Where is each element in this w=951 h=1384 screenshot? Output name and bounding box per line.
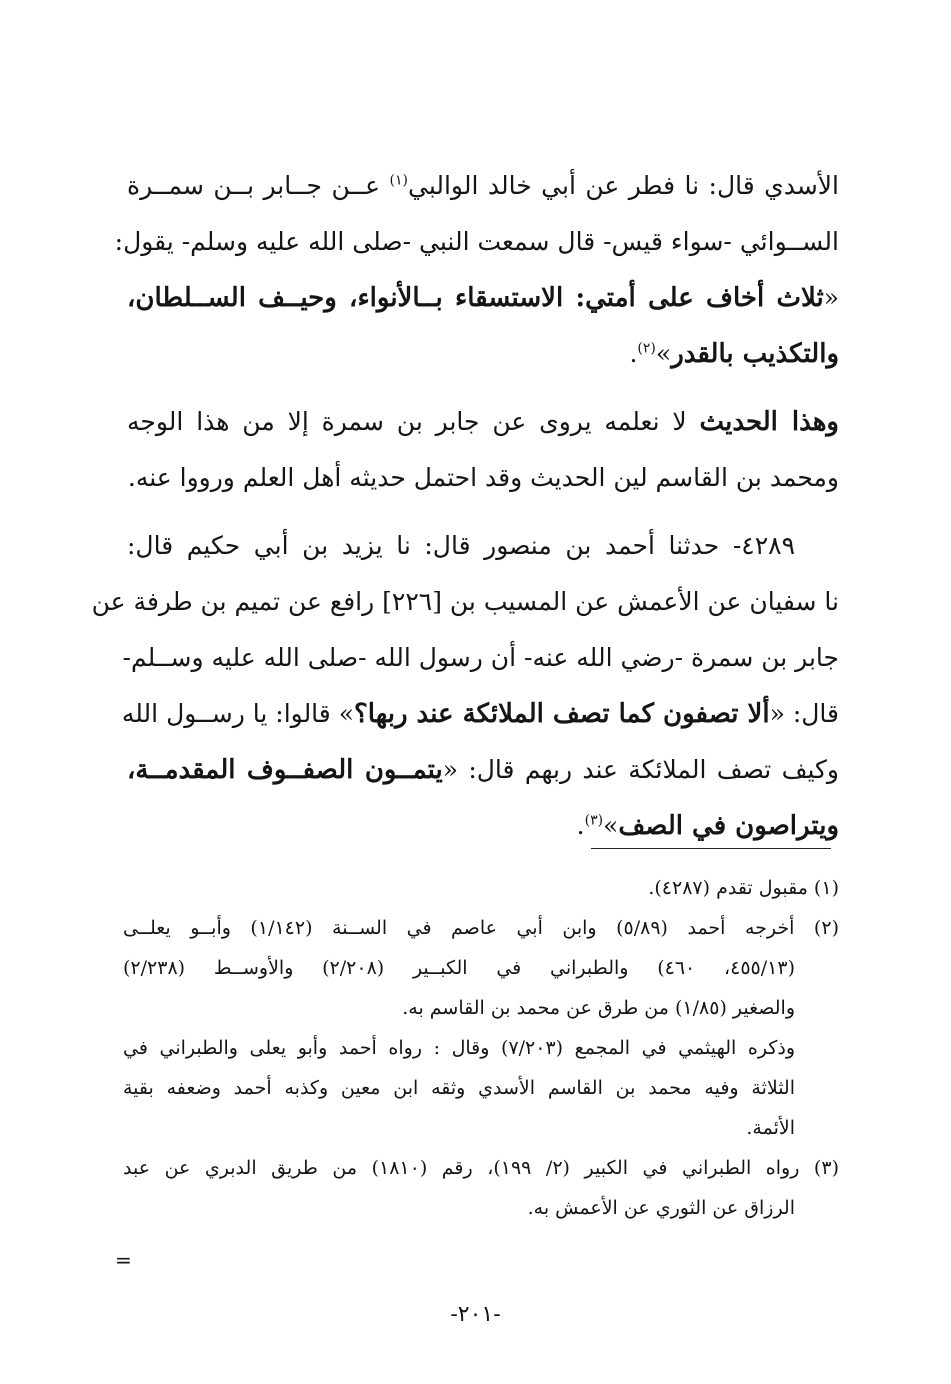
paragraph-3-line-4 [121, 686, 839, 742]
paragraph-3-line-1: ٤٢٨٩- حدثنا أحمد بن منصور قال: نا يزيد بن أبي حكيم قال: [127, 531, 795, 560]
continuation-mark: = [115, 1248, 132, 1272]
footnote-2-line-1: (٢) أخرجه أحمد (٥/٨٩) وابن أبي عاصم في الســنة (١/١٤٢) وأبــو يعلــى [123, 917, 839, 939]
hadith-text: يتمــون الصفــوف المقدمــة، [127, 755, 443, 785]
text-span: » قالوا: يا رســول الله [121, 699, 354, 728]
paragraph-1-line-1 [127, 158, 839, 214]
text-span: قال: « [769, 699, 839, 728]
footnotes [123, 868, 839, 1228]
footnote-2-line-3: والصغير (١/٨٥) من طرق عن محمد بن القاسم به. [402, 997, 795, 1019]
quote-close: » [655, 339, 672, 368]
text-span: وكيف تصف الملائكة عند ربهم قال: « [442, 755, 839, 784]
paragraph-2-line-2: ومحمد بن القاسم لين الحديث وقد احتمل حديثه أهل العلم ورووا عنه. [127, 463, 839, 492]
footnote-ref-3: (٣) [584, 812, 604, 829]
footnote-2-line-6: الأئمة. [746, 1117, 795, 1139]
footnote-3-line-2: الرزاق عن الثوري عن الأعمش به. [527, 1197, 795, 1219]
quote-open: « [823, 283, 839, 312]
footnote-3-line-1: (٣) رواه الطبراني في الكبير (٢/ ١٩٩)، رقم (١٨١٠) من طريق الدبري عن عبد [123, 1157, 839, 1179]
main-text [91, 158, 839, 854]
paragraph-gap [127, 506, 839, 518]
paragraph-1-line-2: الســوائي -سواء قيس- قال سمعت النبي -صلى الله عليه وسلم- يقول: [114, 227, 839, 256]
period: . [576, 811, 585, 840]
hadith-text: والتكذيب بالقدر [671, 339, 839, 369]
paragraph-3-line-2: نا سفيان عن الأعمش عن المسيب بن [٢٢٦] رافع عن تميم بن طرفة عن [91, 587, 839, 616]
text-span: لا نعلمه يروى عن جابر بن سمرة إلا من هذا الوجه [127, 407, 687, 436]
footnote-ref-1: (١) [389, 172, 408, 189]
footnote-2-line-2: (٤٥٥/١٣، ٤٦٠) والطبراني في الكبــير (٢/٢٠٨) والأوســط (٢/٢٣٨) [123, 957, 795, 979]
hadith-text: ثلاث أخاف على أمتي: الاستسقاء بــالأنواء، وحيــف الســلطان، [127, 283, 824, 313]
paragraph-2-line-1 [127, 394, 839, 450]
text-span: عــن جــابر بــن سمــرة [127, 171, 381, 200]
paragraph-3-line-6 [127, 798, 839, 854]
text-span: الأسدي قال: نا فطر عن أبي خالد الوالبي [407, 171, 839, 200]
paragraph-3-line-5 [127, 742, 839, 798]
footnote-ref-2: (٢) [637, 340, 656, 357]
footnote-divider [591, 848, 831, 849]
emphasis-text: وهذا الحديث [699, 407, 839, 437]
hadith-text: ويتراصون في الصف [618, 811, 839, 841]
paragraph-1-line-3 [127, 270, 839, 326]
period: . [629, 339, 638, 368]
footnote-2-line-4: وذكره الهيثمي في المجمع (٧/٢٠٣) وقال : رواه أحمد وأبو يعلى والطبراني في [123, 1037, 795, 1059]
page-number: -٢٠١- [450, 1302, 501, 1327]
footnote-1: (١) مقبول تقدم (٤٢٨٧). [648, 877, 839, 899]
hadith-text: ألا تصفون كما تصف الملائكة عند ربها؟ [354, 699, 770, 729]
paragraph-3-line-3: جابر بن سمرة -رضي الله عنه- أن رسول الله -صلى الله عليه وســلم- [122, 643, 839, 672]
quote-close: » [603, 811, 619, 840]
paragraph-1-line-4 [127, 326, 839, 382]
paragraph-gap [127, 382, 839, 394]
footnote-2-line-5: الثلاثة وفيه محمد بن القاسم الأسدي وثقه ابن معين وكذبه أحمد وضعفه بقية [123, 1077, 795, 1099]
